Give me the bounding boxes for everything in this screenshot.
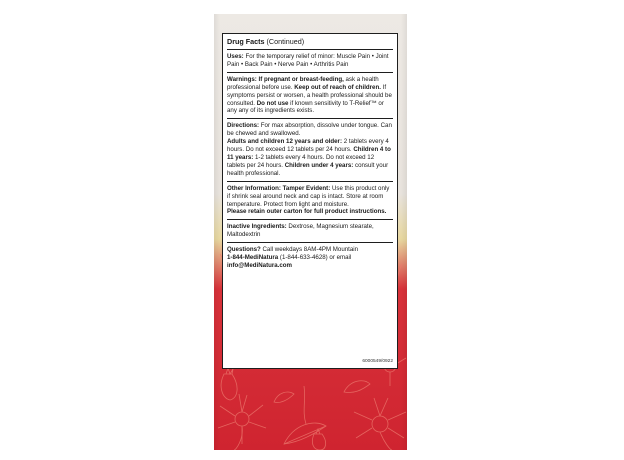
children-under-4-text: consult your health professional. bbox=[227, 161, 389, 177]
drug-facts-panel bbox=[222, 33, 398, 369]
questions-section bbox=[227, 243, 393, 273]
questions-text-2: (1-844-633-4628) or email bbox=[278, 254, 352, 262]
inactive-ingredients-section bbox=[227, 220, 393, 243]
adults-dosage-text: 2 tablets every 4 hours. Do not exceed 12 tablets per 24 hours. bbox=[227, 138, 389, 154]
drug-facts-title bbox=[227, 37, 393, 50]
inactive-ingredients-text: Dextrose, Magnesium stearate, Maltodextrin bbox=[227, 223, 374, 239]
warnings-heading: Warnings: If pregnant or breast-feeding, bbox=[227, 75, 344, 83]
questions-text-1: Call weekdays 8AM-4PM Mountain bbox=[260, 246, 359, 254]
questions-heading: Questions? bbox=[227, 246, 261, 254]
flower-bottom-right bbox=[354, 398, 406, 450]
uses-heading: Uses: bbox=[227, 53, 244, 60]
warnings-section bbox=[227, 73, 393, 120]
warnings-text-1: ask a health professional before use. bbox=[227, 75, 379, 91]
uses-text: For the temporary relief of minor: Muscle Pain • Joint Pain • Back Pain • Nerve Pain • Arthritis Pain bbox=[227, 53, 389, 68]
drug-facts-title-bold: Drug Facts bbox=[227, 37, 265, 46]
uses-section bbox=[227, 50, 393, 73]
other-information-text: Use this product only if shrink seal around neck and cap is intact. Store at room temperature. Protect from light and moisture. bbox=[227, 184, 390, 208]
directions-text-1: For max absorption, dissolve under tongue. Can be chewed and swallowed. bbox=[227, 122, 392, 138]
flower-bottom-left bbox=[218, 394, 266, 450]
children-under-4-heading: Children under 4 years: bbox=[284, 161, 354, 169]
directions-heading: Directions: bbox=[227, 122, 260, 130]
drug-facts-title-suffix: (Continued) bbox=[264, 37, 305, 46]
adults-dosage-heading: Adults and children 12 years and older: bbox=[227, 138, 342, 146]
children-4-11-heading: Children 4 to 11 years: bbox=[227, 146, 391, 161]
keep-out-of-reach: Keep out of reach of children. bbox=[294, 83, 381, 91]
contact-email: info@MediNatura.com bbox=[227, 261, 293, 269]
children-4-11-text: 1-2 tablets every 4 hours. Do not exceed 12 tablets per 24 hours. bbox=[227, 153, 375, 169]
do-not-use: Do not use bbox=[256, 99, 289, 107]
warnings-text-2: If symptoms persist or worsen, a health professional should be consulted. bbox=[227, 83, 392, 107]
product-code: 6000549/0922 bbox=[362, 359, 393, 364]
phone-number: 1-844-MediNatura bbox=[227, 254, 279, 262]
warnings-text-3: if known sensitivity to T-Relief™ or any any of its ingredients exists. bbox=[227, 99, 384, 115]
directions-section bbox=[227, 119, 393, 181]
retain-carton-note: Please retain outer carton for full product instructions. bbox=[227, 208, 387, 216]
inactive-ingredients-heading: Inactive Ingredients: bbox=[227, 223, 287, 231]
strawberry-left bbox=[221, 368, 237, 400]
other-information-heading: Other Information: Tamper Evident: bbox=[227, 184, 331, 192]
other-information-section bbox=[227, 182, 393, 221]
